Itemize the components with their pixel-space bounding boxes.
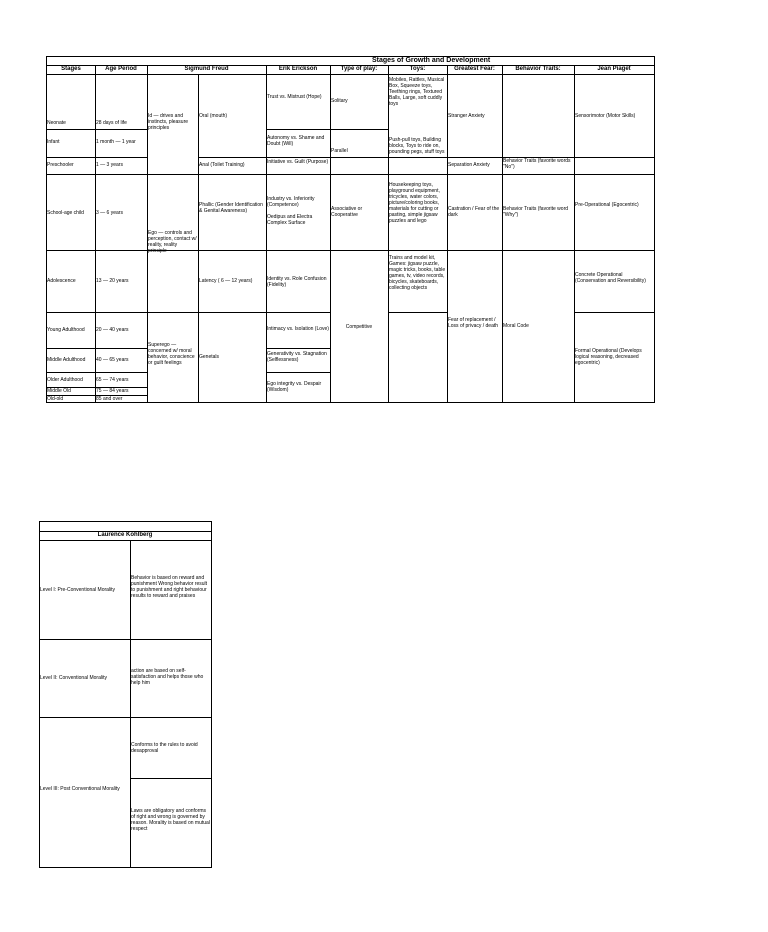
erikson-cell: Generativity vs. Stagnation (Selflessness) xyxy=(267,351,327,363)
freud-stage-cell: Phallic (Gender Identification & Genital Awareness) xyxy=(199,202,263,214)
rule xyxy=(39,521,211,522)
stage-cell: Old-old xyxy=(47,396,64,402)
rule xyxy=(39,867,211,868)
fear-cell: Stranger Anxiety xyxy=(448,113,485,119)
play-cell: Competitive xyxy=(345,324,373,330)
stage-cell: Older Adulthood xyxy=(47,377,83,383)
kohlberg-description: Laws are obligatory and conforms of right and wrong is governed by reason. Morality is based on mutual respect xyxy=(131,808,210,832)
freud-structure-cell: Ego — controls and perception, contact w/ reality, reality principle xyxy=(148,230,197,254)
kohlberg-level: Level II: Conventional Morality xyxy=(40,675,107,681)
toys-cell: Trains and model kit, Games: jigsaw puzzle, magic tricks, books, table games, tv, video records, bicycles, skateboards, collecting objects xyxy=(389,255,446,291)
rule xyxy=(130,778,211,779)
piaget-cell: Sensorimotor (Motor Skills) xyxy=(575,113,636,119)
stage-cell: Neonate xyxy=(47,120,66,126)
age-cell: 20 — 40 years xyxy=(96,327,129,333)
erikson-cell: Ego integrity vs. Despair (Wisdom) xyxy=(267,381,322,393)
erikson-cell: Intimacy vs. Isolation (Love) xyxy=(267,326,329,332)
fear-cell: Fear of replacement / Loss of privacy / death xyxy=(448,317,499,329)
freud-structure-cell: Superego — concerned w/ moral behavior, conscience or guilt feelings xyxy=(148,342,195,366)
age-cell: 13 — 20 years xyxy=(96,278,129,284)
toys-cell: Mobiles, Rattles, Musical Box, Squeeze toys, Teething rings, Textured Balls, Large, soft cuddly toys xyxy=(389,77,445,107)
erikson-cell: Autonomy vs. Shame and Doubt (Will) xyxy=(267,135,325,147)
erikson-cell: Industry vs. Inferiority (Competence) Oedipus and Electra Complex Surface xyxy=(267,196,315,226)
header-age: Age Period xyxy=(105,66,137,72)
kohlberg-title: Laurence Kohlberg xyxy=(97,532,153,538)
stage-cell: Middle Adulthood xyxy=(47,357,86,363)
erikson-cell: Identity vs. Role Confusion (Fidelity) xyxy=(267,276,327,288)
erikson-cell: Trust vs. Mistrust (Hope) xyxy=(267,94,322,100)
rule xyxy=(39,717,211,718)
rule xyxy=(39,521,40,868)
header-erikson: Erik Erickson xyxy=(278,66,318,72)
toys-cell: Push-pull toys, Building blocks, Toys to ride on, pounding pegs, stuff toys xyxy=(389,137,445,155)
piaget-cell: Pre-Operational (Egocentric) xyxy=(575,202,639,208)
stage-cell: School-age child xyxy=(47,210,84,216)
rule xyxy=(211,521,212,868)
fear-cell: Castration / Fear of the dark xyxy=(448,206,500,218)
age-cell: 1 — 3 years xyxy=(96,162,123,168)
kohlberg-level: Level I: Pre-Conventional Morality xyxy=(40,587,116,593)
age-cell: 1 month — 1 year xyxy=(96,139,136,145)
header-play: Type of play: xyxy=(340,66,378,72)
rule xyxy=(39,540,211,541)
traits-cell: Behavior Traits (favorite words "No") xyxy=(503,158,571,170)
freud-stage-cell: Latency ( 6 — 12 years) xyxy=(199,278,253,284)
toys-cell: Housekeeping toys, playground equipment, tricycles, water colors, picture/coloring books, materials for cutting or pasting, simple jigsaw puzzles and lego xyxy=(389,182,440,224)
age-cell: 28 days of life xyxy=(96,120,127,126)
kohlberg-description: action are based on self-satisfaction and helps those who help him xyxy=(131,668,204,686)
erikson-cell: Initiative vs. Guilt (Purpose) xyxy=(267,159,329,165)
header-toys: Toys: xyxy=(409,66,426,72)
kohlberg-description: Behavior is based on reward and punishment Wrong behavior result to punishment and right behaviour results to reward and praises xyxy=(131,575,208,599)
traits-cell: Behavior Traits (favorite word "Why") xyxy=(503,206,569,218)
header-stages: Stages xyxy=(61,66,81,72)
piaget-cell: Concrete Operational (Conservation and Reversibility) xyxy=(575,272,646,284)
play-cell: Associative or Cooperative xyxy=(331,206,363,218)
play-cell: Solitary xyxy=(331,98,348,104)
header-freud: Sigmund Freud xyxy=(184,66,229,72)
freud-stage-cell: Genetals xyxy=(199,354,220,360)
play-cell: Parallel xyxy=(331,148,348,154)
kohlberg-description: Conforms to the rules to avoid desapproval xyxy=(131,742,198,754)
freud-stage-cell: Oral (mouth) xyxy=(199,113,228,119)
age-cell: 65 — 74 years xyxy=(96,377,129,383)
header-piaget: Jean Piaget xyxy=(597,66,631,72)
rule xyxy=(39,639,211,640)
stage-cell: Preschooler xyxy=(47,162,74,168)
stage-cell: Infant xyxy=(47,139,60,145)
age-cell: 40 — 65 years xyxy=(96,357,129,363)
traits-cell: Moral Code xyxy=(503,323,529,329)
stage-cell: Young Adulthood xyxy=(47,327,85,333)
stage-cell: Middle Old xyxy=(47,388,71,394)
stage-cell: Adolescence xyxy=(47,278,76,284)
freud-structure-cell: Id — drives and instincts, pleasure principles xyxy=(148,113,189,131)
piaget-cell: Formal Operational (Develops logical reasoning, decreased egocentric) xyxy=(575,348,642,366)
kohlberg-level: Level III: Post Conventional Morality xyxy=(40,786,120,792)
fear-cell: Separation Anxiety xyxy=(448,162,490,168)
age-cell: 3 — 6 years xyxy=(96,210,123,216)
header-fear: Greatest Fear: xyxy=(454,66,495,72)
header-traits: Behavior Traits: xyxy=(515,66,561,72)
age-cell: 85 and over xyxy=(96,396,123,402)
table-title: Stages of Growth and Development xyxy=(372,57,491,64)
age-cell: 75 — 84 years xyxy=(96,388,129,394)
freud-stage-cell: Anal (Toilet Training) xyxy=(199,162,245,168)
